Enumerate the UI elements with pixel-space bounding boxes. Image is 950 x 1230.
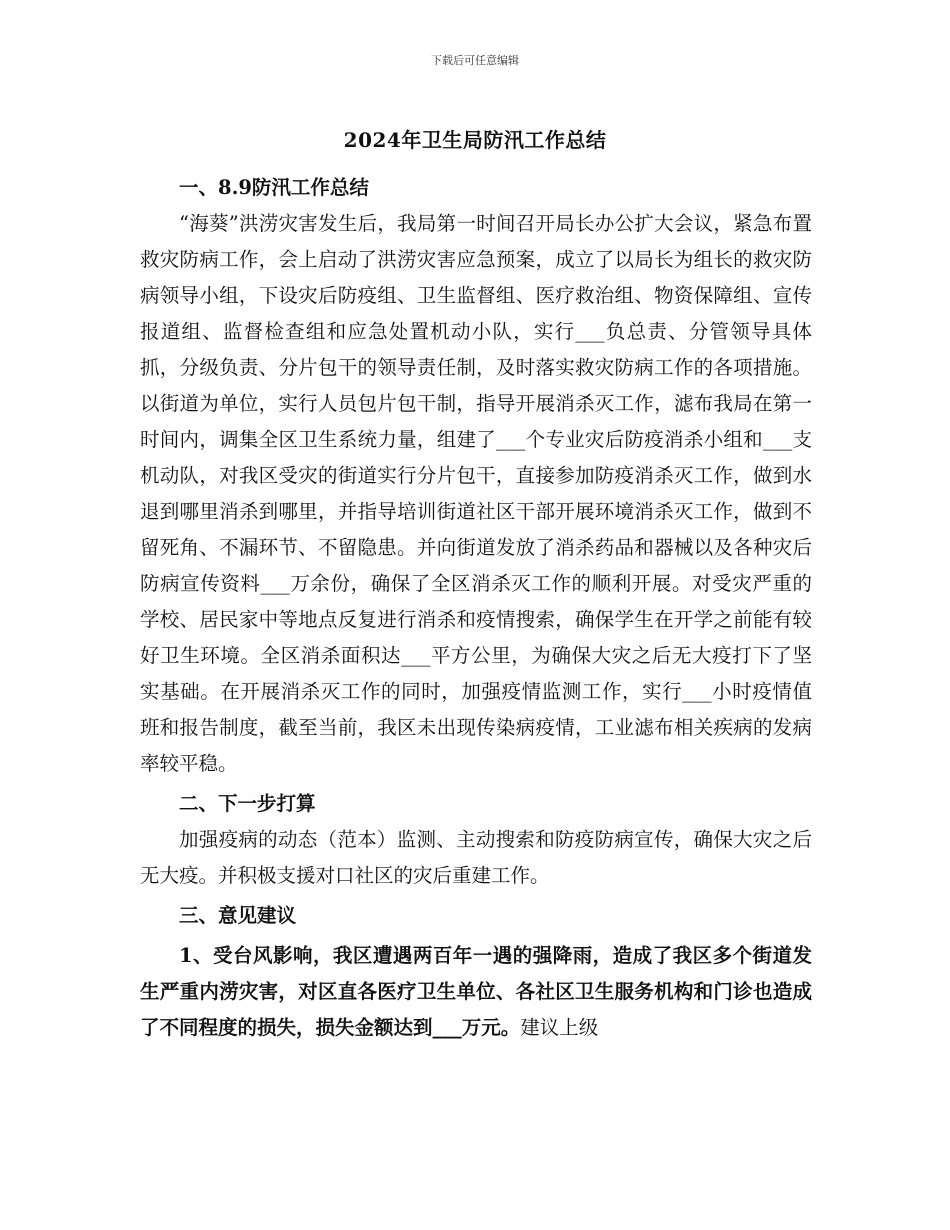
document-body bbox=[140, 170, 812, 1046]
section-paragraph-1: “海葵”洪涝灾害发生后，我局第一时间召开局长办公扩大会议，紧急布置救灾防病工作，会上启动了洪涝灾害应急预案，成立了以局长为组长的救灾防病领导小组，下设灾后防疫组、卫生监督组、医疗救治组、物资保障组、宣传报道组、监督检查组和应急处置机动小队，实行___负总责、分管领导具体抓，分级负责、分片包干的领导责任制，及时落实救灾防病工作的各项措施。以街道为单位，实行人员包片包干制，指导开展消杀灭工作，滤布我局在第一时间内，调集全区卫生系统力量，组建了___个专业灾后防疫消杀小组和___支机动队，对我区受灾的街道实行分片包干，直接参加防疫消杀灭工作，做到水退到哪里消杀到哪里，并指导培训街道社区干部开展环境消杀灭工作，做到不留死角、不漏环节、不留隐患。并向街道发放了消杀药品和器械以及各种灾后防病宣传资料___万余份，确保了全区消杀灭工作的顺利开展。对受灾严重的学校、居民家中等地点反复进行消杀和疫情搜索，确保学生在开学之前能有较好卫生环境。全区消杀面积达___平方公里，为确保大灾之后无大疫打下了坚实基础。在开展消杀灭工作的同时，加强疫情监测工作，实行___小时疫情值班和报告制度，截至当前，我区未出现传染病疫情，工业滤布相关疾病的发病率较平稳。 bbox=[140, 212, 812, 775]
suggestion-item-1-rest: 建议上级 bbox=[520, 1016, 599, 1039]
section-heading-1: 一、8.9防汛工作总结 bbox=[179, 176, 369, 199]
section-paragraph-2: 加强疫病的动态（范本）监测、主动搜索和防疫防病宣传，确保大灾之后无大疫。并积极支援对口社区的灾后重建工作。 bbox=[140, 828, 812, 887]
section-heading-3: 三、意见建议 bbox=[179, 904, 297, 927]
suggestion-item-1-bold: 1、受台风影响，我区遭遇两百年一遇的强降雨，造成了我区多个街道发生严重内涝灾害，对区直各医疗卫生单位、各社区卫生服务机构和门诊也造成了不同程度的损失，损失金额达到___万元。 bbox=[140, 944, 812, 1039]
document-title: 2024年卫生局防汛工作总结 bbox=[343, 128, 607, 152]
section-paragraph-3 bbox=[140, 938, 812, 1046]
page-header-note: 下载后可任意编辑 bbox=[431, 54, 519, 67]
section-heading-2: 二、下一步打算 bbox=[179, 792, 316, 815]
